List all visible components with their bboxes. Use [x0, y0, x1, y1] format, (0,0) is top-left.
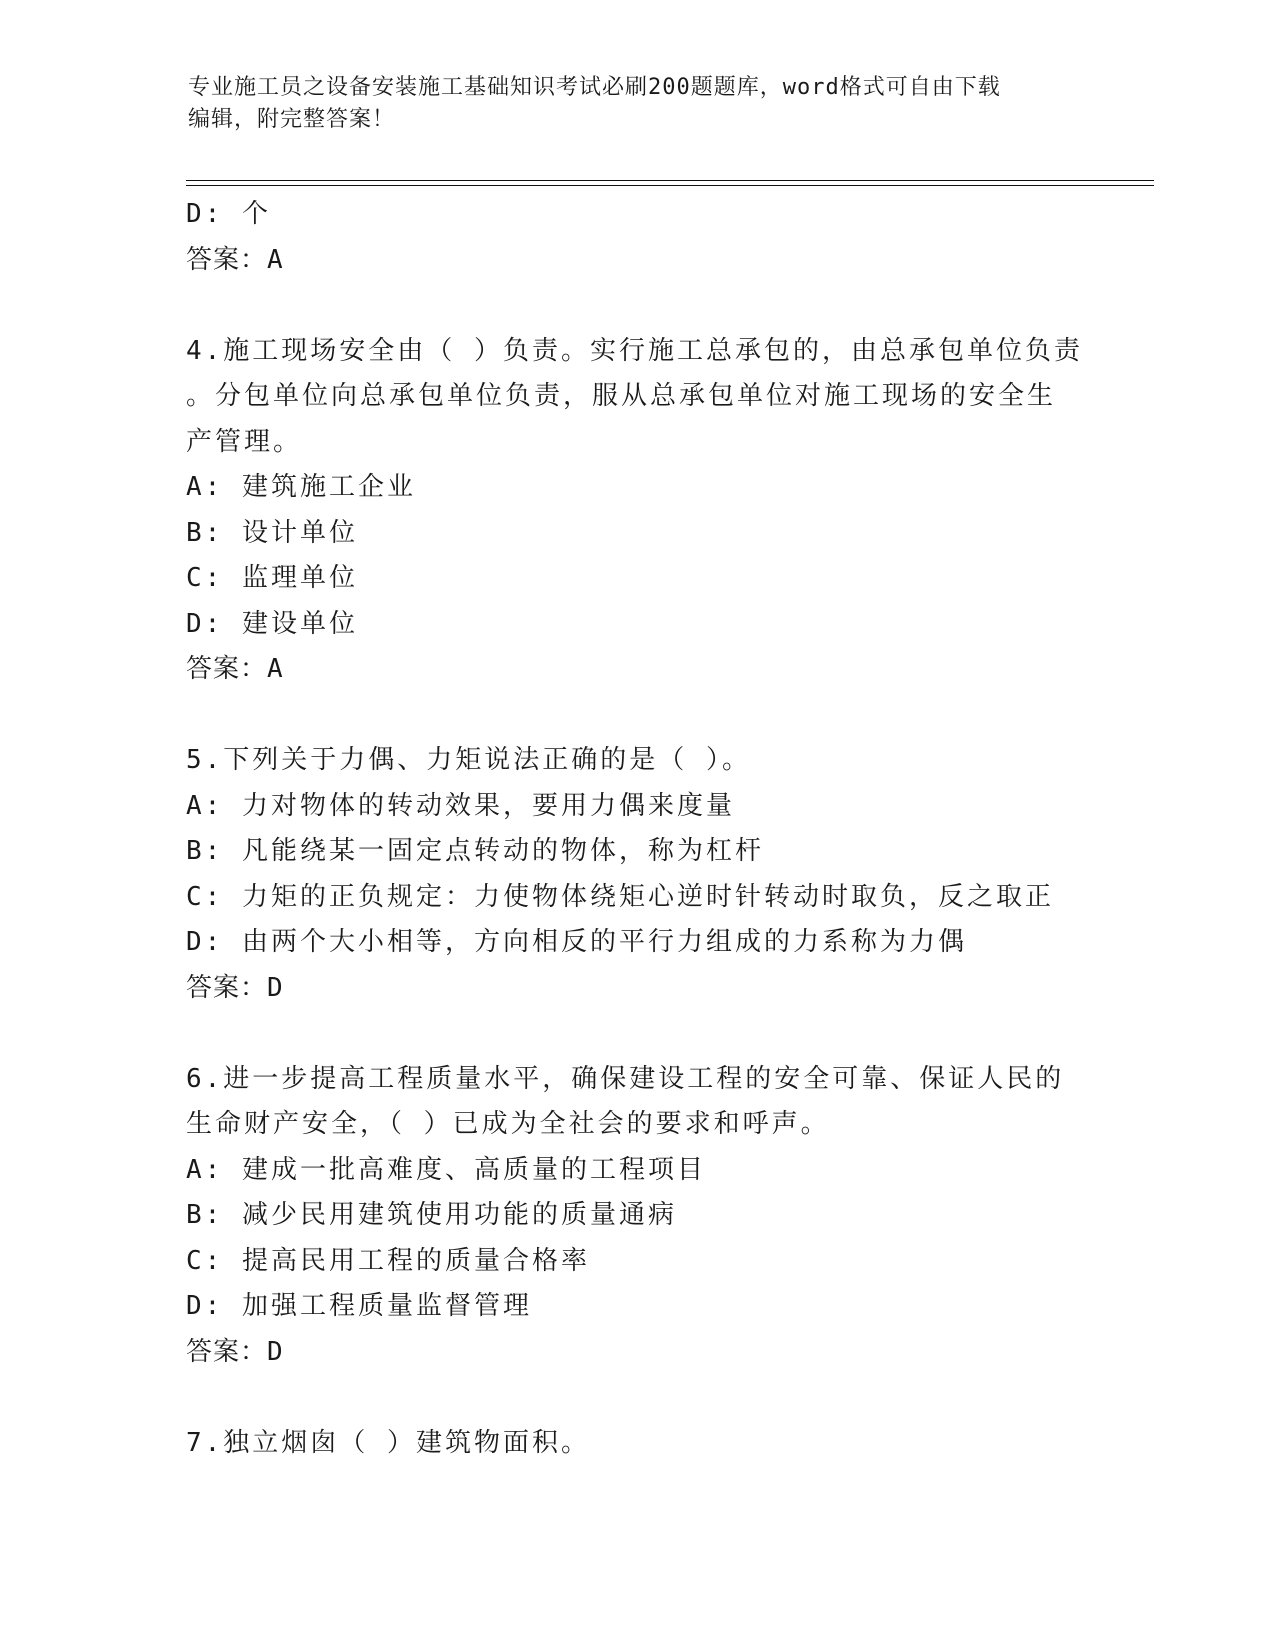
spacer: [186, 1011, 1086, 1057]
q5-option-d: D: 由两个大小相等，方向相反的平行力组成的力系称为力偶: [186, 927, 967, 957]
q5-option-b: B: 凡能绕某一固定点转动的物体，称为杠杆: [186, 836, 764, 866]
q4-stem-line-3: 产管理。: [186, 426, 303, 457]
q4-option-b: B: 设计单位: [186, 517, 358, 548]
q6-stem-line-2: 生命财产安全，（ ）已成为全社会的要求和呼声。: [186, 1109, 830, 1139]
q6-option-a: A: 建成一批高难度、高质量的工程项目: [186, 1154, 706, 1185]
q3-answer: 答案：A: [186, 244, 284, 275]
q4-answer: 答案：A: [186, 654, 284, 684]
q6-option-b: B: 减少民用建筑使用功能的质量通病: [186, 1200, 677, 1230]
header-divider-top: [186, 180, 1154, 181]
q5-option-c: C: 力矩的正负规定：力使物体绕矩心逆时针转动时取负，反之取正: [186, 881, 1054, 912]
question-6: [186, 1057, 1086, 1376]
q7-stem-line-1: 7.独立烟囱（ ）建筑物面积。: [186, 1427, 590, 1458]
spacer: [186, 283, 1086, 329]
q5-answer: 答案：D: [186, 972, 284, 1003]
q5-stem-line-1: 5.下列关于力偶、力矩说法正确的是（ ）。: [186, 745, 751, 775]
spacer: [186, 693, 1086, 739]
q4-option-a: A: 建筑施工企业: [186, 472, 416, 502]
page-header: [188, 72, 1068, 136]
spacer: [186, 1375, 1086, 1421]
question-3-tail: [186, 192, 1086, 283]
question-list: [186, 192, 1086, 1466]
q6-answer: 答案：D: [186, 1336, 284, 1367]
q4-option-c: C: 监理单位: [186, 563, 358, 593]
q6-stem-line-1: 6.进一步提高工程质量水平，确保建设工程的安全可靠、保证人民的: [186, 1063, 1065, 1094]
q4-stem-line-1: 4.施工现场安全由（ ）负责。实行施工总承包的，由总承包单位负责: [186, 335, 1083, 366]
question-5: [186, 738, 1086, 1011]
question-4: [186, 329, 1086, 693]
q6-option-d: D: 加强工程质量监督管理: [186, 1291, 532, 1321]
header-divider-bottom: [186, 185, 1154, 186]
q6-option-c: C: 提高民用工程的质量合格率: [186, 1245, 590, 1276]
header-title-line-2: 编辑，附完整答案！: [188, 107, 396, 132]
q4-stem-line-2: 。分包单位向总承包单位负责，服从总承包单位对施工现场的安全生: [186, 381, 1057, 411]
q5-option-a: A: 力对物体的转动效果，要用力偶来度量: [186, 790, 735, 821]
q4-option-d: D: 建设单位: [186, 608, 358, 639]
question-7: [186, 1421, 1086, 1467]
header-title-line-1: 专业施工员之设备安装施工基础知识考试必刷200题题库，word格式可自由下载: [188, 75, 1001, 100]
q3-option-d: D: 个: [186, 199, 271, 229]
